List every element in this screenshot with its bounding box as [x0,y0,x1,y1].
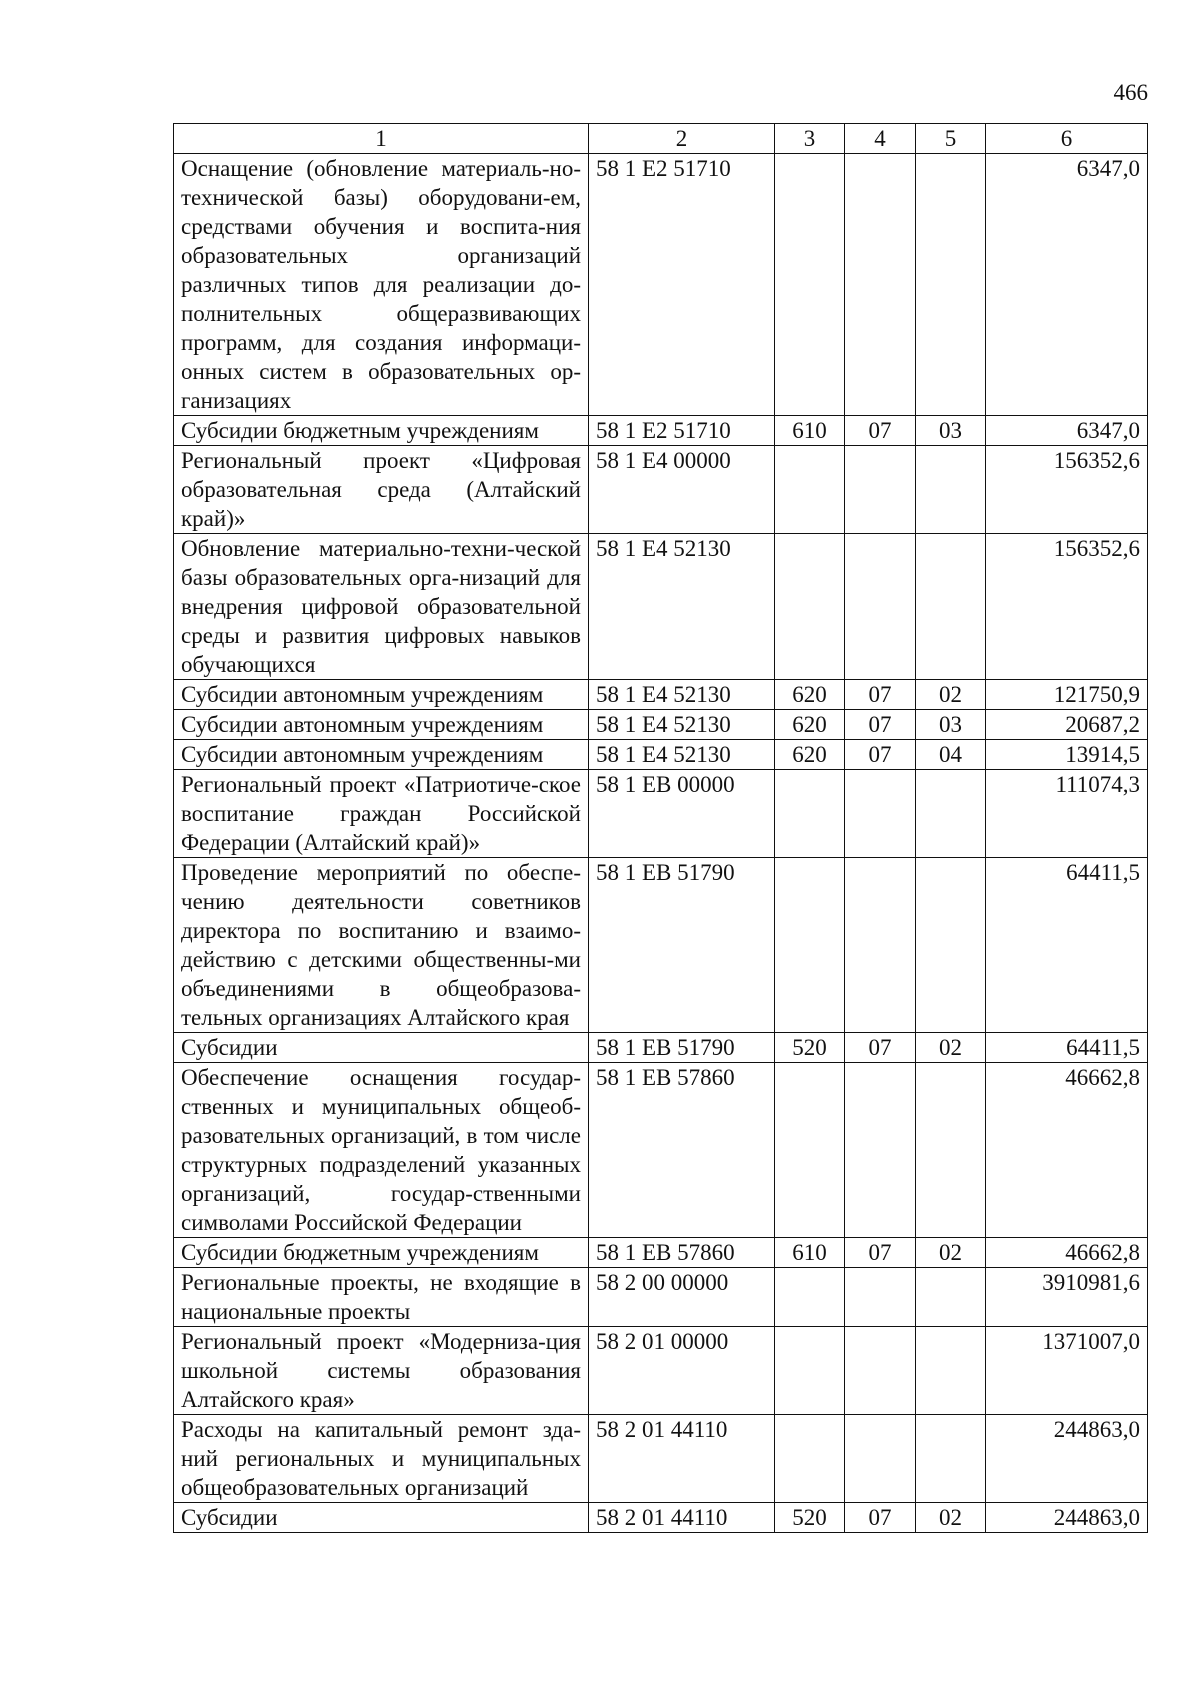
cell-expense-type: 610 [775,1238,845,1268]
header-cell-6: 6 [986,124,1148,154]
cell-subsection: 02 [916,1503,986,1533]
cell-amount: 6347,0 [986,416,1148,446]
table-row [174,740,1148,770]
cell-target-code: 58 1 EB 51790 [589,1033,775,1063]
cell-expense-type [775,154,845,416]
cell-section [845,1268,916,1327]
table-row [174,446,1148,534]
cell-section: 07 [845,1503,916,1533]
cell-section: 07 [845,740,916,770]
cell-item-name: Расходы на капитальный ремонт зда-ний региональных и муниципальных общеобразовательных организаций [174,1415,589,1503]
cell-amount: 64411,5 [986,858,1148,1033]
cell-item-name: Региональный проект «Модерниза-ция школьной системы образования Алтайского края» [174,1327,589,1415]
cell-expense-type [775,1268,845,1327]
cell-amount: 6347,0 [986,154,1148,416]
table-row [174,680,1148,710]
cell-expense-type: 610 [775,416,845,446]
cell-section [845,858,916,1033]
cell-item-name: Субсидии [174,1503,589,1533]
cell-subsection [916,534,986,680]
cell-target-code: 58 2 01 44110 [589,1503,775,1533]
cell-target-code: 58 2 01 44110 [589,1415,775,1503]
cell-section [845,534,916,680]
cell-item-name: Оснащение (обновление материаль-но-технической базы) оборудовани-ем, средствами обучения и воспита-ния образовательных организаций различных типов для реализации до-полнительных общеразвивающих программ, для создания информаци-онных систем в образовательных ор-ганизациях [174,154,589,416]
cell-item-name: Субсидии [174,1033,589,1063]
cell-section [845,154,916,416]
cell-expense-type [775,858,845,1033]
cell-expense-type: 520 [775,1503,845,1533]
cell-section [845,446,916,534]
cell-target-code: 58 2 01 00000 [589,1327,775,1415]
cell-target-code: 58 1 EB 00000 [589,770,775,858]
cell-target-code: 58 1 EB 57860 [589,1238,775,1268]
cell-target-code: 58 1 EB 51790 [589,858,775,1033]
cell-section: 07 [845,710,916,740]
cell-section [845,1063,916,1238]
cell-target-code: 58 1 E4 00000 [589,446,775,534]
cell-item-name: Обеспечение оснащения государ-ственных и муниципальных общеоб-разовательных организаций, в том числе структурных подразделений указанных организаций, государ-ственными символами Российской Федерации [174,1063,589,1238]
table-row [174,770,1148,858]
cell-expense-type: 520 [775,1033,845,1063]
header-cell-3: 3 [775,124,845,154]
header-row [174,124,1148,154]
cell-subsection [916,1063,986,1238]
table-row [174,1268,1148,1327]
cell-amount: 3910981,6 [986,1268,1148,1327]
cell-item-name: Субсидии бюджетным учреждениям [174,416,589,446]
table-row [174,710,1148,740]
header-cell-4: 4 [845,124,916,154]
page-number: 466 [1113,80,1148,105]
cell-subsection [916,446,986,534]
cell-item-name: Субсидии автономным учреждениям [174,740,589,770]
cell-subsection: 02 [916,1033,986,1063]
cell-amount: 156352,6 [986,446,1148,534]
cell-amount: 244863,0 [986,1415,1148,1503]
table-row [174,534,1148,680]
cell-item-name: Региональный проект «Патриотиче-ское воспитание граждан Российской Федерации (Алтайский край)» [174,770,589,858]
cell-amount: 46662,8 [986,1238,1148,1268]
cell-expense-type: 620 [775,710,845,740]
cell-section: 07 [845,680,916,710]
cell-amount: 156352,6 [986,534,1148,680]
table-row [174,154,1148,416]
cell-item-name: Субсидии бюджетным учреждениям [174,1238,589,1268]
table-row [174,1327,1148,1415]
cell-target-code: 58 1 E4 52130 [589,680,775,710]
cell-expense-type [775,534,845,680]
cell-item-name: Субсидии автономным учреждениям [174,680,589,710]
cell-expense-type: 620 [775,740,845,770]
cell-subsection [916,770,986,858]
cell-amount: 1371007,0 [986,1327,1148,1415]
cell-subsection: 03 [916,416,986,446]
table-body [174,154,1148,1533]
cell-target-code: 58 2 00 00000 [589,1268,775,1327]
table-row [174,1238,1148,1268]
cell-amount: 46662,8 [986,1063,1148,1238]
cell-item-name: Субсидии автономным учреждениям [174,710,589,740]
table-header [174,124,1148,154]
header-cell-5: 5 [916,124,986,154]
cell-amount: 13914,5 [986,740,1148,770]
table-row [174,1503,1148,1533]
cell-amount: 64411,5 [986,1033,1148,1063]
cell-expense-type: 620 [775,680,845,710]
cell-section: 07 [845,1238,916,1268]
cell-subsection [916,154,986,416]
cell-subsection: 03 [916,710,986,740]
table-row [174,1415,1148,1503]
cell-expense-type [775,770,845,858]
table-row [174,1063,1148,1238]
cell-target-code: 58 1 E2 51710 [589,154,775,416]
cell-expense-type [775,446,845,534]
cell-subsection [916,1327,986,1415]
table-row [174,416,1148,446]
cell-section: 07 [845,416,916,446]
cell-section [845,1327,916,1415]
cell-subsection [916,858,986,1033]
cell-expense-type [775,1063,845,1238]
cell-amount: 244863,0 [986,1503,1148,1533]
header-cell-1: 1 [174,124,589,154]
cell-target-code: 58 1 E4 52130 [589,534,775,680]
cell-amount: 121750,9 [986,680,1148,710]
cell-subsection [916,1415,986,1503]
cell-target-code: 58 1 EB 57860 [589,1063,775,1238]
cell-section [845,1415,916,1503]
cell-expense-type [775,1327,845,1415]
cell-section: 07 [845,1033,916,1063]
table-row [174,858,1148,1033]
header-cell-2: 2 [589,124,775,154]
cell-target-code: 58 1 E4 52130 [589,710,775,740]
cell-item-name: Обновление материально-техни-ческой базы образовательных орга-низаций для внедрения цифровой образовательной среды и развития цифровых навыков обучающихся [174,534,589,680]
cell-item-name: Региональный проект «Цифровая образовательная среда (Алтайский край)» [174,446,589,534]
cell-target-code: 58 1 E2 51710 [589,416,775,446]
cell-item-name: Региональные проекты, не входящие в национальные проекты [174,1268,589,1327]
table-row [174,1033,1148,1063]
budget-table [173,123,1148,1533]
cell-subsection [916,1268,986,1327]
cell-item-name: Проведение мероприятий по обеспе-чению деятельности советников директора по воспитанию и взаимо-действию с детскими общественны-ми объединениями в общеобразова-тельных организациях Алтайского края [174,858,589,1033]
cell-amount: 111074,3 [986,770,1148,858]
cell-expense-type [775,1415,845,1503]
cell-subsection: 02 [916,680,986,710]
cell-amount: 20687,2 [986,710,1148,740]
cell-target-code: 58 1 E4 52130 [589,740,775,770]
cell-subsection: 04 [916,740,986,770]
cell-subsection: 02 [916,1238,986,1268]
cell-section [845,770,916,858]
